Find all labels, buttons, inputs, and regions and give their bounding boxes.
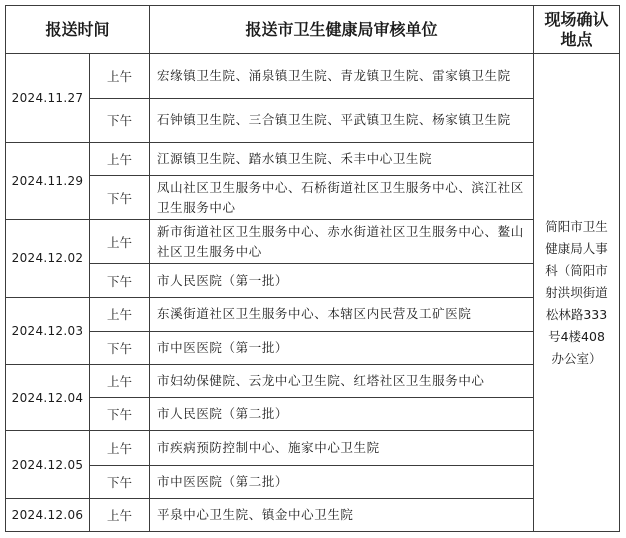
location-cell: 简阳市卫生健康局人事科（简阳市射洪坝街道松林路333号4楼408办公室） xyxy=(534,54,620,532)
units-cell: 市人民医院（第二批） xyxy=(150,398,534,431)
period-cell: 下午 xyxy=(90,175,150,219)
date-cell: 2024.12.02 xyxy=(6,220,90,297)
table-row xyxy=(6,365,620,398)
units-cell: 市人民医院（第一批） xyxy=(150,264,534,297)
date-cell: 2024.12.04 xyxy=(6,365,90,431)
date-cell: 2024.11.29 xyxy=(6,142,90,219)
table-row xyxy=(6,297,620,331)
period-cell: 上午 xyxy=(90,54,150,98)
table-row xyxy=(6,142,620,175)
table-row xyxy=(6,54,620,98)
header-row xyxy=(6,6,620,54)
units-cell: 东溪街道社区卫生服务中心、本辖区内民营及工矿医院 xyxy=(150,297,534,331)
table-row xyxy=(6,398,620,431)
table-row xyxy=(6,220,620,264)
header-units: 报送市卫生健康局审核单位 xyxy=(150,6,534,54)
table-row xyxy=(6,175,620,219)
header-location: 现场确认地点 xyxy=(534,6,620,54)
date-cell: 2024.11.27 xyxy=(6,54,90,143)
table-row xyxy=(6,431,620,465)
period-cell: 下午 xyxy=(90,264,150,297)
table-row xyxy=(6,98,620,142)
table-row xyxy=(6,331,620,364)
period-cell: 下午 xyxy=(90,465,150,498)
date-cell: 2024.12.05 xyxy=(6,431,90,498)
units-cell: 宏缘镇卫生院、涌泉镇卫生院、青龙镇卫生院、雷家镇卫生院 xyxy=(150,54,534,98)
period-cell: 下午 xyxy=(90,98,150,142)
units-cell: 市中医医院（第一批） xyxy=(150,331,534,364)
period-cell: 上午 xyxy=(90,297,150,331)
units-cell: 市妇幼保健院、云龙中心卫生院、红塔社区卫生服务中心 xyxy=(150,365,534,398)
period-cell: 下午 xyxy=(90,331,150,364)
units-cell: 市疾病预防控制中心、施家中心卫生院 xyxy=(150,431,534,465)
table-row xyxy=(6,465,620,498)
date-cell: 2024.12.06 xyxy=(6,498,90,531)
date-cell: 2024.12.03 xyxy=(6,297,90,364)
period-cell: 下午 xyxy=(90,398,150,431)
units-cell: 市中医医院（第二批） xyxy=(150,465,534,498)
schedule-table xyxy=(5,5,620,532)
units-cell: 平泉中心卫生院、镇金中心卫生院 xyxy=(150,498,534,531)
period-cell: 上午 xyxy=(90,365,150,398)
units-cell: 石钟镇卫生院、三合镇卫生院、平武镇卫生院、杨家镇卫生院 xyxy=(150,98,534,142)
units-cell: 江源镇卫生院、踏水镇卫生院、禾丰中心卫生院 xyxy=(150,142,534,175)
period-cell: 上午 xyxy=(90,431,150,465)
units-cell: 凤山社区卫生服务中心、石桥街道社区卫生服务中心、滨江社区卫生服务中心 xyxy=(150,175,534,219)
table-row xyxy=(6,498,620,531)
period-cell: 上午 xyxy=(90,142,150,175)
units-cell: 新市街道社区卫生服务中心、赤水街道社区卫生服务中心、鳌山社区卫生服务中心 xyxy=(150,220,534,264)
table-row xyxy=(6,264,620,297)
header-time: 报送时间 xyxy=(6,6,150,54)
period-cell: 上午 xyxy=(90,220,150,264)
period-cell: 上午 xyxy=(90,498,150,531)
